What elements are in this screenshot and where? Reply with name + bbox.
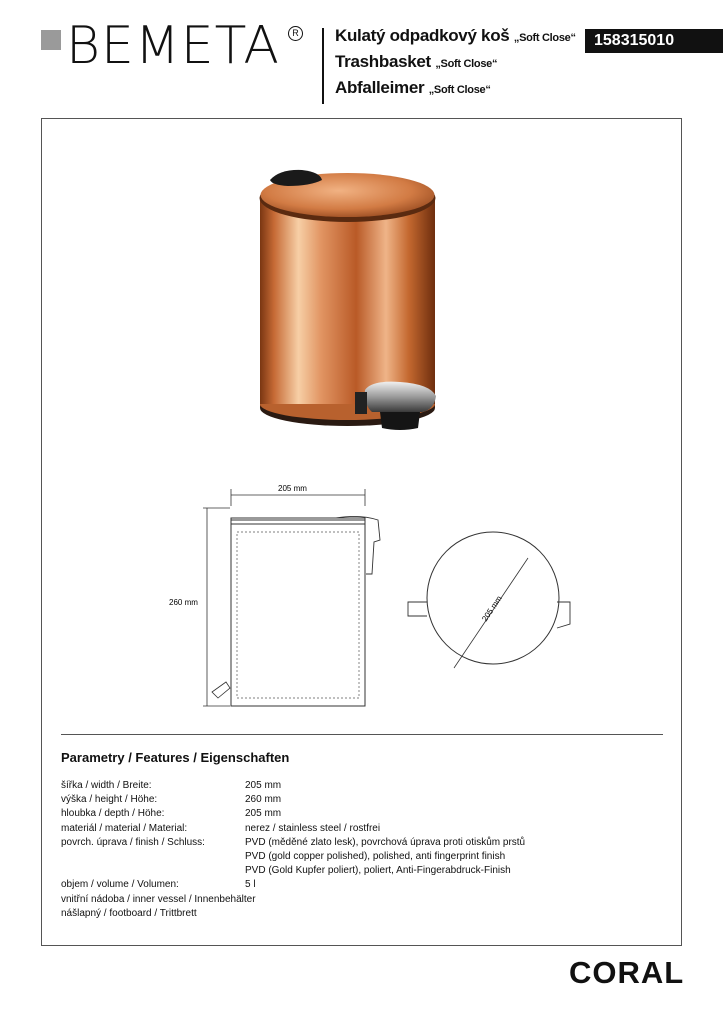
pedal-footboard <box>380 412 420 430</box>
title-cz-sub: „Soft Close“ <box>513 32 576 44</box>
feature-label: povrch. úprava / finish / Schluss: <box>61 836 205 848</box>
feature-value: 5 l <box>245 879 256 891</box>
feature-row <box>61 836 525 879</box>
top-view-left-tab <box>408 602 427 616</box>
registered-mark: R <box>288 26 303 41</box>
title-de-main: Abfalleimer <box>335 78 425 97</box>
feature-label: materiál / material / Material: <box>61 822 188 834</box>
feature-row <box>61 822 525 836</box>
features-title: Parametry / Features / Eigenschaften <box>61 750 290 765</box>
product-photo <box>240 160 455 440</box>
features-table <box>61 779 525 921</box>
diameter-label: 205 mm <box>480 594 504 624</box>
feature-label: výška / height / Höhe: <box>61 794 158 806</box>
feature-value: 260 mm <box>245 794 282 806</box>
title-en <box>335 50 576 76</box>
feature-row <box>61 878 525 892</box>
title-en-main: Trashbasket <box>335 52 431 71</box>
brand-square-mark <box>41 30 61 50</box>
width-label: 205 mm <box>278 484 307 493</box>
brand-logo: BEMETA <box>66 16 280 76</box>
side-view-lid <box>231 518 365 524</box>
feature-row <box>61 893 525 907</box>
side-view-pedal <box>212 682 230 698</box>
title-cz-main: Kulatý odpadkový koš <box>335 26 510 45</box>
feature-value: PVD (měděné zlato lesk), povrchová úprava proti otiskům prstů <box>245 836 526 848</box>
feature-row <box>61 779 525 793</box>
title-de-sub: „Soft Close“ <box>428 84 491 96</box>
feature-label: hloubka / depth / Höhe: <box>61 808 165 820</box>
feature-label: šířka / width / Breite: <box>61 780 152 791</box>
side-view-body <box>231 520 365 706</box>
height-label: 260 mm <box>169 598 198 607</box>
feature-value: PVD (gold copper polished), polished, anti fingerprint finish <box>245 851 506 863</box>
series-name: CORAL <box>569 955 685 990</box>
feature-value: 205 mm <box>245 808 282 820</box>
title-en-sub: „Soft Close“ <box>435 58 498 70</box>
title-de <box>335 76 576 102</box>
feature-row <box>61 807 525 821</box>
feature-label: objem / volume / Volumen: <box>61 879 179 891</box>
title-cz <box>335 24 576 50</box>
feature-row <box>61 907 525 921</box>
technical-drawing <box>160 478 600 718</box>
pedal-hinge <box>355 392 367 414</box>
feature-label: vnitřní nádoba / inner vessel / Innenbehälter <box>61 893 256 905</box>
header-divider <box>322 28 324 104</box>
feature-value: nerez / stainless steel / rostfrei <box>245 822 381 834</box>
side-view-inner-vessel <box>237 532 359 698</box>
feature-value: PVD (Gold Kupfer poliert), poliert, Anti-Fingerabdruck-Finish <box>245 865 511 877</box>
feature-value: 205 mm <box>245 780 282 791</box>
feature-label: nášlapný / footboard / Trittbrett <box>61 907 197 919</box>
side-view-handle <box>336 516 380 574</box>
section-divider <box>61 734 663 735</box>
feature-row <box>61 793 525 807</box>
product-titles <box>335 24 576 102</box>
product-code: 158315010 <box>585 29 723 53</box>
